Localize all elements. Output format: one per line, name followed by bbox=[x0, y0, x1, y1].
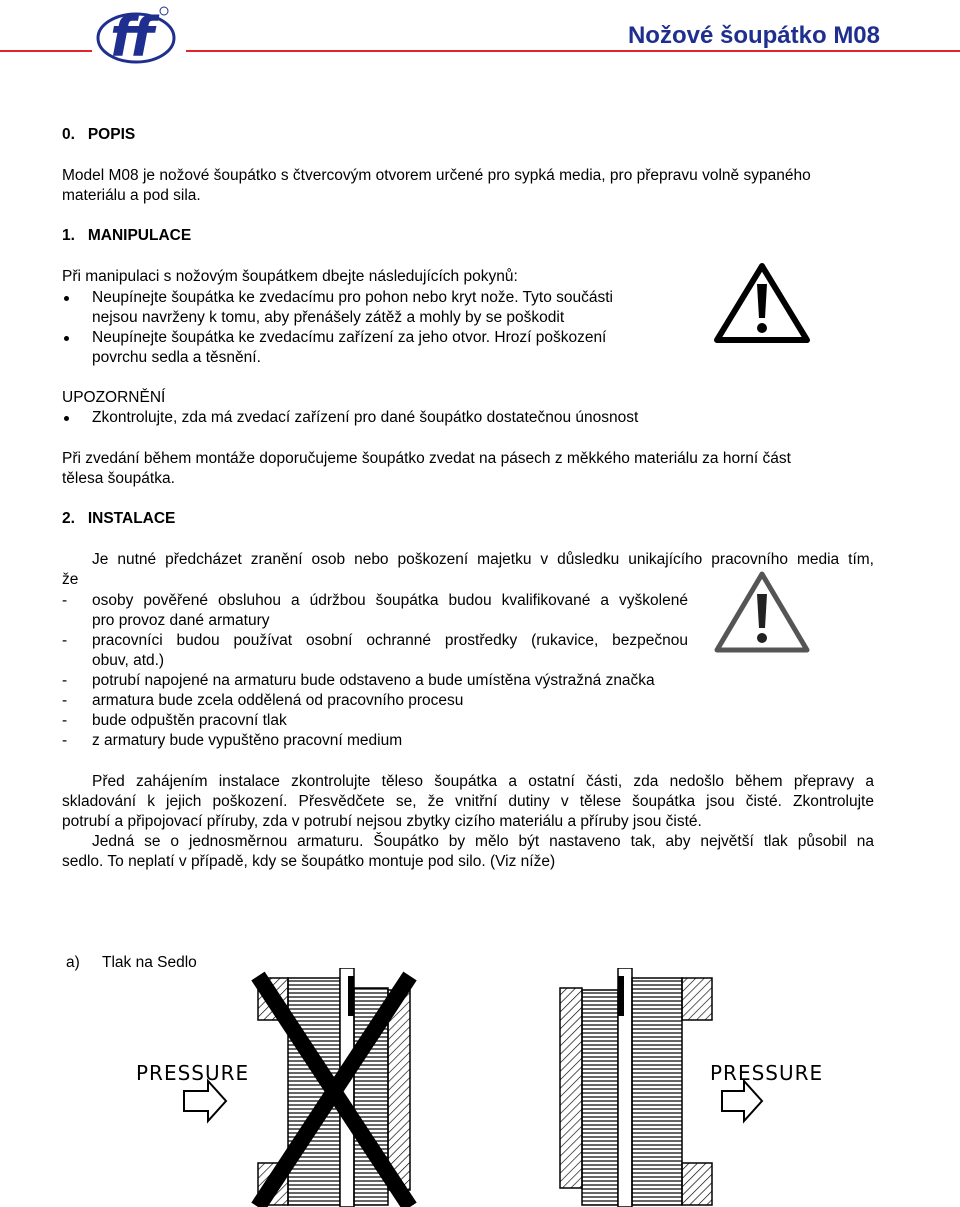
list-item: Neupínejte šoupátka ke zvedacímu zařízení za jeho otvor. Hrozí poškození bbox=[92, 329, 607, 346]
list-item-continuation: pro provoz dané armatury bbox=[92, 612, 270, 629]
arrow-right-icon bbox=[184, 1081, 226, 1121]
list-dash: - bbox=[62, 672, 68, 689]
paragraph-line: Jedná se o jednosměrnou armaturu. Šoupátko by mělo být nastaveno tak, aby největší tlak působil na bbox=[92, 833, 874, 850]
company-logo bbox=[96, 2, 176, 68]
list-dash: - bbox=[62, 692, 68, 709]
list-item-continuation: nejsou navrženy k tomu, aby přenášely zátěž a mohly by se poškodit bbox=[92, 309, 565, 326]
paragraph-line: potrubí a připojovací příruby, zda v potrubí nejsou zbytky cizího materiálu a příruby jsou čisté. bbox=[62, 813, 702, 830]
paragraph-line: Model M08 je nožové šoupátko s čtvercovým otvorem určené pro sypká media, pro přepravu volně sypaného bbox=[62, 167, 811, 184]
figure-caption: Tlak na Sedlo bbox=[102, 954, 197, 971]
pressure-label: PRESSURE bbox=[710, 1061, 824, 1085]
list-item: z armatury bude vypuštěno pracovní medium bbox=[92, 732, 403, 749]
list-item-continuation: obuv, atd.) bbox=[92, 652, 165, 669]
header-rule-right bbox=[186, 50, 960, 52]
warning-triangle-icon bbox=[713, 570, 811, 654]
paragraph-line: Před zahájením instalace zkontrolujte těleso šoupátka a ostatní části, zda nedošlo během přepravy a bbox=[92, 773, 874, 790]
page-title: Nožové šoupátko M08 bbox=[627, 22, 880, 49]
list-dash: - bbox=[62, 712, 68, 729]
figure-label: a) bbox=[66, 954, 80, 971]
list-item-continuation: povrchu sedla a těsnění. bbox=[92, 349, 261, 366]
paragraph-line: Při manipulaci s nožovým šoupátkem dbejte následujících pokynů: bbox=[62, 268, 518, 285]
paragraph-line: tělesa šoupátka. bbox=[62, 470, 175, 487]
valve-diagram bbox=[120, 968, 840, 1207]
list-dash: - bbox=[62, 732, 68, 749]
pressure-label: PRESSURE bbox=[136, 1061, 250, 1085]
paragraph-line: Při zvedání během montáže doporučujeme šoupátko zvedat na pásech z měkkého materiálu za horní část bbox=[62, 450, 791, 467]
header-rule-left bbox=[0, 50, 92, 52]
paragraph-line: že bbox=[62, 571, 79, 588]
valve-wrong-orientation bbox=[136, 968, 410, 1207]
list-item: osoby pověřené obsluhou a údržbou šoupátka budou kvalifikované a vyškolené bbox=[92, 592, 688, 609]
paragraph-line: skladování k jejich poškození. Přesvědčete se, že vnitřní dutiny v tělese šoupátka jsou čisté. Zkontrolujte bbox=[62, 793, 874, 810]
list-item: potrubí napojené na armaturu bude odstaveno a bude umístěna výstražná značka bbox=[92, 672, 655, 689]
valve-correct-orientation bbox=[560, 968, 823, 1207]
list-item: Zkontrolujte, zda má zvedací zařízení pro dané šoupátko dostatečnou únosnost bbox=[92, 409, 639, 426]
list-item: Neupínejte šoupátka ke zvedacímu pro pohon nebo kryt nože. Tyto součásti bbox=[92, 289, 614, 306]
section-heading-manipulace: 1. MANIPULACE bbox=[62, 227, 192, 244]
paragraph-line: sedlo. To neplatí v případě, kdy se šoupátko montuje pod silo. (Viz níže) bbox=[62, 853, 556, 870]
paragraph-line: materiálu a pod sila. bbox=[62, 187, 201, 204]
section-heading-popis: 0. POPIS bbox=[62, 126, 136, 143]
section-heading-instalace: 2. INSTALACE bbox=[62, 510, 176, 527]
arrow-right-icon bbox=[722, 1081, 762, 1121]
paragraph-line: Je nutné předcházet zranění osob nebo poškození majetku v důsledku unikajícího pracovního media tím, bbox=[92, 551, 874, 568]
warning-label: UPOZORNĚNÍ bbox=[62, 389, 166, 406]
list-item: pracovníci budou používat osobní ochranné prostředky (rukavice, bezpečnou bbox=[92, 632, 688, 649]
warning-triangle-icon bbox=[713, 262, 811, 344]
list-dash: - bbox=[62, 632, 68, 649]
list-dash: - bbox=[62, 592, 68, 609]
logo-text: ff bbox=[110, 6, 155, 68]
list-item: armatura bude zcela oddělená od pracovního procesu bbox=[92, 692, 464, 709]
list-item: bude odpuštěn pracovní tlak bbox=[92, 712, 287, 729]
